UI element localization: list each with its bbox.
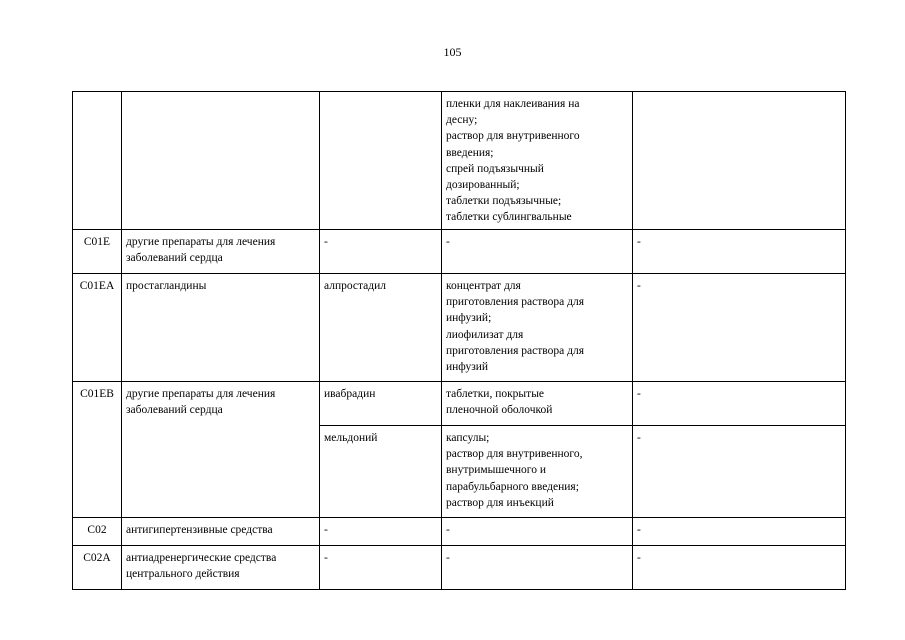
extra-cell: - xyxy=(633,426,846,518)
dosage-forms-cell: - xyxy=(442,230,633,274)
inn-cell xyxy=(320,92,442,230)
group-name-cell: простагландины xyxy=(122,274,320,382)
extra-cell: - xyxy=(633,382,846,426)
table-row xyxy=(73,382,846,426)
atc-code-cell: C02 xyxy=(73,518,122,546)
extra-cell: - xyxy=(633,230,846,274)
atc-code-cell: C01EB xyxy=(73,382,122,518)
extra-cell: - xyxy=(633,274,846,382)
group-name-cell: антигипертензивные средства xyxy=(122,518,320,546)
atc-code-cell xyxy=(73,92,122,230)
dosage-forms-cell: - xyxy=(442,546,633,590)
drug-table xyxy=(72,91,846,590)
group-name-cell: другие препараты для лечения заболеваний сердца xyxy=(122,230,320,274)
group-name-cell: другие препараты для лечения заболеваний сердца xyxy=(122,382,320,518)
dosage-forms-cell: концентрат для приготовления раствора для инфузий; лиофилизат для приготовления раствора для инфузий xyxy=(442,274,633,382)
atc-code-cell: C01EA xyxy=(73,274,122,382)
dosage-forms-cell: таблетки, покрытые пленочной оболочкой xyxy=(442,382,633,426)
table-row xyxy=(73,546,846,590)
inn-cell: мельдоний xyxy=(320,426,442,518)
inn-cell: - xyxy=(320,518,442,546)
group-name-cell xyxy=(122,92,320,230)
page-number: 105 xyxy=(443,45,462,59)
dosage-forms-cell: пленки для наклеивания на десну; раствор для внутривенного введения; спрей подъязычный дозированный; таблетки подъязычные; таблетки сублингвальные xyxy=(442,92,633,230)
extra-cell: - xyxy=(633,546,846,590)
dosage-forms-cell: - xyxy=(442,518,633,546)
table-row xyxy=(73,92,846,230)
atc-code-cell: C01E xyxy=(73,230,122,274)
dosage-forms-cell: капсулы; раствор для внутривенного, внутримышечного и парабульбарного введения; раствор для инъекций xyxy=(442,426,633,518)
inn-cell: - xyxy=(320,230,442,274)
table-row xyxy=(73,518,846,546)
inn-cell: - xyxy=(320,546,442,590)
table-row xyxy=(73,230,846,274)
table-row xyxy=(73,274,846,382)
extra-cell xyxy=(633,92,846,230)
extra-cell: - xyxy=(633,518,846,546)
group-name-cell: антиадренергические средства центрального действия xyxy=(122,546,320,590)
inn-cell: алпростадил xyxy=(320,274,442,382)
inn-cell: ивабрадин xyxy=(320,382,442,426)
atc-code-cell: C02A xyxy=(73,546,122,590)
